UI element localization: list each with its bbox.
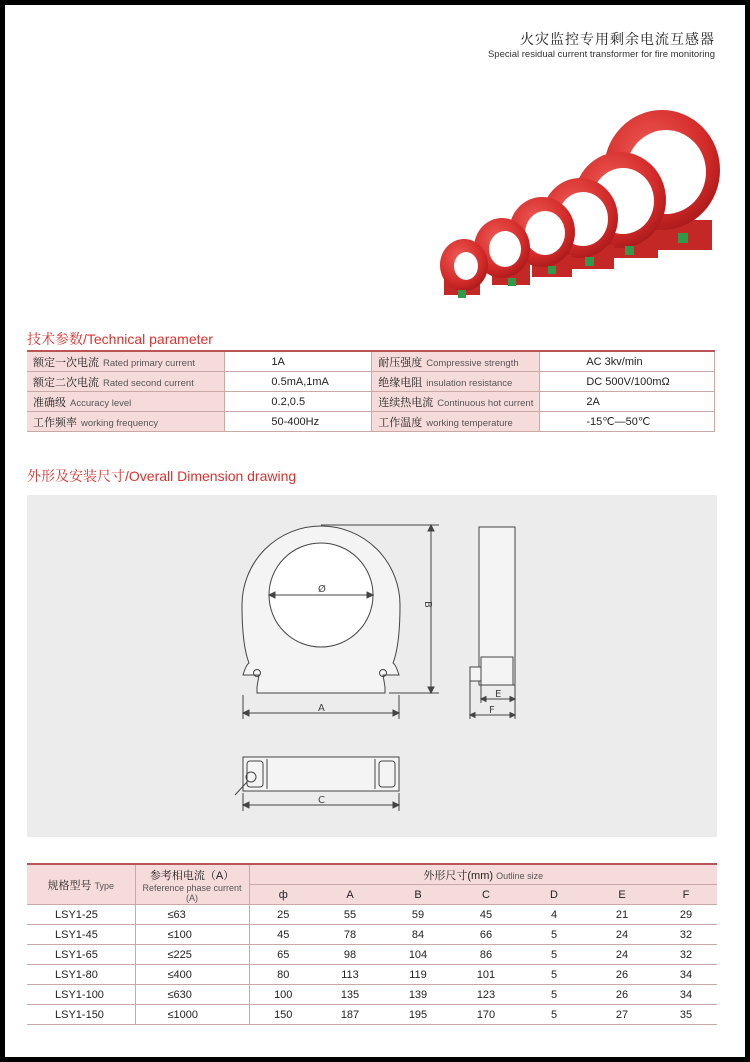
dim-header: E bbox=[589, 885, 655, 905]
tech-label-left bbox=[27, 412, 225, 432]
col-outline-en: Outline size bbox=[496, 870, 544, 881]
C-label: C bbox=[318, 795, 325, 806]
tech-section-title: 技术参数/Technical parameter bbox=[27, 331, 213, 347]
tech-label-cn: 连续热电流 bbox=[378, 395, 434, 409]
ref-current-cell: ≤63 bbox=[135, 905, 249, 925]
tech-row bbox=[27, 372, 715, 392]
product-image bbox=[430, 100, 730, 310]
dim-cell: 150 bbox=[249, 1005, 317, 1025]
dim-cell: 27 bbox=[589, 1005, 655, 1025]
dim-cell: 170 bbox=[453, 1005, 519, 1025]
dim-cell: 34 bbox=[655, 965, 717, 985]
tech-value-left: 50-400Hz bbox=[225, 412, 372, 432]
tech-label-left bbox=[27, 372, 225, 392]
tech-label-right bbox=[372, 392, 540, 412]
col-ref-en: Reference phase current (A) bbox=[142, 882, 242, 903]
size-table bbox=[27, 863, 717, 1025]
type-cell: LSY1-150 bbox=[27, 1005, 135, 1025]
dim-cell: 187 bbox=[317, 1005, 383, 1025]
dim-cell: 119 bbox=[383, 965, 453, 985]
tech-value-right: 2A bbox=[540, 392, 715, 412]
dim-cell: 86 bbox=[453, 945, 519, 965]
size-row bbox=[27, 985, 717, 1005]
type-cell: LSY1-25 bbox=[27, 905, 135, 925]
dim-cell: 26 bbox=[589, 985, 655, 1005]
dim-cell: 104 bbox=[383, 945, 453, 965]
B-label: B bbox=[422, 601, 433, 608]
tech-label-en: insulation resistance bbox=[426, 377, 513, 389]
tech-label-cn: 绝缘电阻 bbox=[378, 375, 423, 389]
dim-cell: 29 bbox=[655, 905, 717, 925]
dim-cell: 101 bbox=[453, 965, 519, 985]
ref-current-cell: ≤1000 bbox=[135, 1005, 249, 1025]
tech-label-right bbox=[372, 412, 540, 432]
dim-cell: 45 bbox=[249, 925, 317, 945]
tech-label-cn: 额定二次电流 bbox=[33, 375, 99, 389]
dim-header: B bbox=[383, 885, 453, 905]
dim-cell: 24 bbox=[589, 925, 655, 945]
tech-value-left: 0.2,0.5 bbox=[225, 392, 372, 412]
dim-cell: 78 bbox=[317, 925, 383, 945]
dim-header: A bbox=[317, 885, 383, 905]
ref-current-cell: ≤100 bbox=[135, 925, 249, 945]
tech-label-cn: 工作频率 bbox=[33, 415, 77, 429]
dim-cell: 5 bbox=[519, 945, 589, 965]
dim-cell: 100 bbox=[249, 985, 317, 1005]
bottom-view bbox=[235, 757, 399, 811]
F-label: F bbox=[489, 705, 495, 716]
tech-label-right bbox=[372, 372, 540, 392]
col-ref-header bbox=[135, 864, 249, 905]
tech-label-en: Accuracy level bbox=[70, 397, 132, 409]
tech-label-en: Compressive strength bbox=[426, 357, 519, 369]
dim-cell: 59 bbox=[383, 905, 453, 925]
col-ref-cn: 参考相电流（A） bbox=[149, 869, 235, 882]
ref-current-cell: ≤630 bbox=[135, 985, 249, 1005]
title-en: Special residual current transformer for fire monitoring bbox=[487, 49, 715, 60]
size-row bbox=[27, 925, 717, 945]
col-outline-header bbox=[249, 864, 717, 885]
type-cell: LSY1-45 bbox=[27, 925, 135, 945]
dim-cell: 32 bbox=[655, 945, 717, 965]
tech-label-left bbox=[27, 351, 225, 372]
dim-header: F bbox=[655, 885, 717, 905]
size-row bbox=[27, 945, 717, 965]
size-row bbox=[27, 965, 717, 985]
col-type-en: Type bbox=[94, 880, 115, 891]
ref-current-cell: ≤225 bbox=[135, 945, 249, 965]
tech-label-en: working temperature bbox=[426, 417, 513, 429]
tech-value-left: 1A bbox=[225, 351, 372, 372]
dim-cell: 5 bbox=[519, 1005, 589, 1025]
dim-cell: 113 bbox=[317, 965, 383, 985]
dim-cell: 5 bbox=[519, 985, 589, 1005]
tech-value-left: 0.5mA,1mA bbox=[225, 372, 372, 392]
col-type-header bbox=[27, 864, 135, 905]
phi-label: Ø bbox=[318, 584, 326, 595]
size-row bbox=[27, 1005, 717, 1025]
tech-parameter-table bbox=[27, 350, 715, 432]
dim-cell: 45 bbox=[453, 905, 519, 925]
dim-cell: 80 bbox=[249, 965, 317, 985]
tech-label-en: Rated primary current bbox=[103, 357, 195, 369]
tech-label-left bbox=[27, 392, 225, 412]
dim-cell: 195 bbox=[383, 1005, 453, 1025]
tech-row bbox=[27, 392, 715, 412]
dim-cell: 123 bbox=[453, 985, 519, 1005]
A-label: A bbox=[318, 703, 325, 714]
tech-value-right: AC 3kv/min bbox=[540, 351, 715, 372]
dim-cell: 5 bbox=[519, 965, 589, 985]
dim-cell: 4 bbox=[519, 905, 589, 925]
dim-cell: 98 bbox=[317, 945, 383, 965]
tech-label-cn: 耐压强度 bbox=[378, 355, 423, 369]
tech-label-en: working frequency bbox=[81, 417, 159, 429]
dim-cell: 55 bbox=[317, 905, 383, 925]
dim-cell: 32 bbox=[655, 925, 717, 945]
dim-cell: 34 bbox=[655, 985, 717, 1005]
tech-label-cn: 额定一次电流 bbox=[33, 355, 99, 369]
tech-label-cn: 准确级 bbox=[33, 395, 66, 409]
col-outline-cn: 外形尺寸(mm) bbox=[423, 869, 494, 882]
dim-cell: 24 bbox=[589, 945, 655, 965]
dim-cell: 66 bbox=[453, 925, 519, 945]
dim-cell: 139 bbox=[383, 985, 453, 1005]
col-type-cn: 规格型号 bbox=[47, 879, 92, 892]
tech-row bbox=[27, 412, 715, 432]
dim-cell: 65 bbox=[249, 945, 317, 965]
tech-row bbox=[27, 351, 715, 372]
dim-cell: 25 bbox=[249, 905, 317, 925]
E-label: E bbox=[495, 689, 502, 700]
ref-current-cell: ≤400 bbox=[135, 965, 249, 985]
type-cell: LSY1-80 bbox=[27, 965, 135, 985]
ring-1 bbox=[440, 239, 488, 298]
side-view bbox=[470, 527, 515, 719]
type-cell: LSY1-65 bbox=[27, 945, 135, 965]
dim-cell: 35 bbox=[655, 1005, 717, 1025]
dim-header: C bbox=[453, 885, 519, 905]
size-row bbox=[27, 905, 717, 925]
dimension-section-title: 外形及安装尺寸/Overall Dimension drawing bbox=[27, 468, 297, 484]
dim-cell: 5 bbox=[519, 925, 589, 945]
dim-cell: 135 bbox=[317, 985, 383, 1005]
dim-cell: 26 bbox=[589, 965, 655, 985]
tech-label-en: Rated second current bbox=[103, 377, 194, 389]
tech-label-right bbox=[372, 351, 540, 372]
dim-cell: 21 bbox=[589, 905, 655, 925]
dim-cell: 84 bbox=[383, 925, 453, 945]
dim-header: ф bbox=[249, 885, 317, 905]
tech-label-cn: 工作温度 bbox=[378, 415, 423, 429]
datasheet-page bbox=[5, 5, 745, 1057]
dim-header: D bbox=[519, 885, 589, 905]
tech-value-right: -15℃—50℃ bbox=[540, 412, 715, 432]
front-view bbox=[242, 525, 439, 719]
title-cn: 火灾监控专用剩余电流互感器 bbox=[520, 32, 715, 48]
dimension-drawing bbox=[27, 495, 717, 837]
tech-label-en: Continuous hot current bbox=[437, 397, 534, 409]
tech-value-right: DC 500V/100mΩ bbox=[540, 372, 715, 392]
type-cell: LSY1-100 bbox=[27, 985, 135, 1005]
